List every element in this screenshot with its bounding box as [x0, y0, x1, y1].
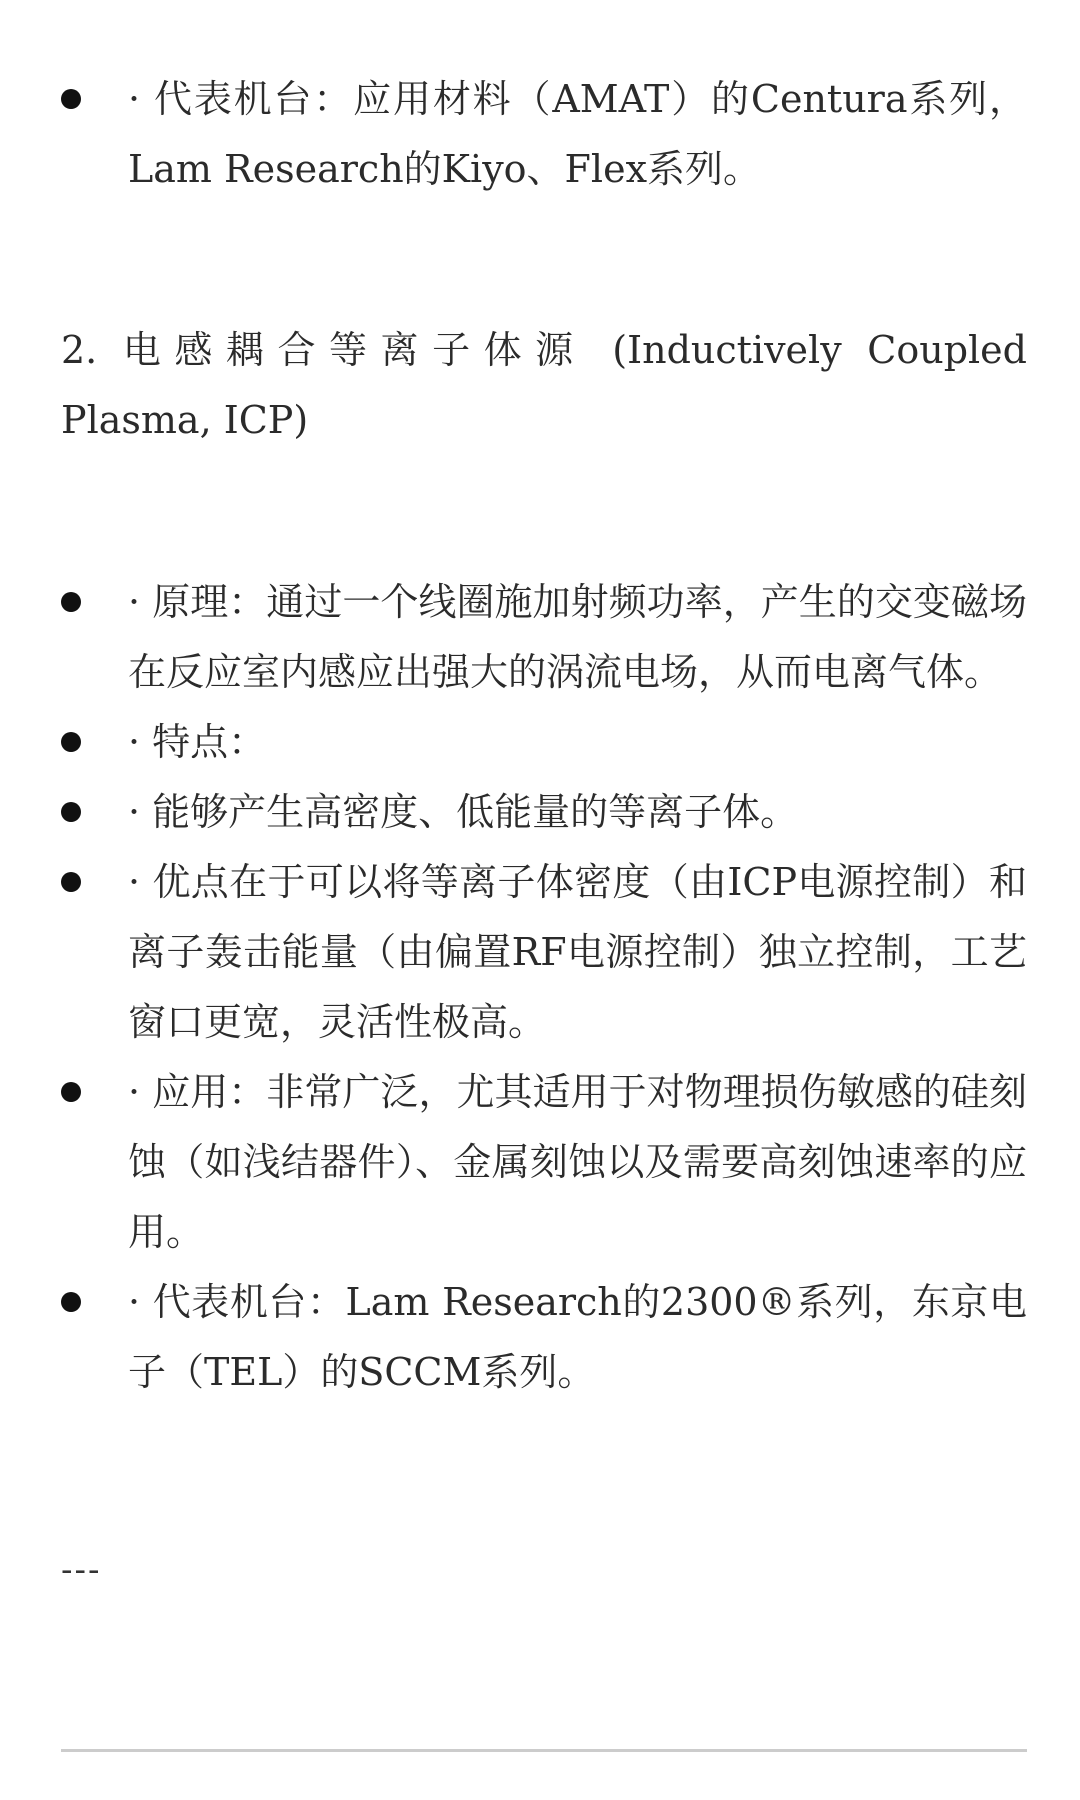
list-item-text: · 优点在于可以将等离子体密度（由ICP电源控制）和离子轰击能量（由偏置RF电源控制）独立控制，工艺窗口更宽，灵活性极高。	[128, 860, 1027, 1044]
bullet-dot-icon	[61, 732, 81, 752]
bullet-dot-icon	[61, 89, 81, 109]
list-item-text: · 代表机台：Lam Research的2300®系列，东京电子（TEL）的SCCM系列。	[128, 1280, 1027, 1394]
list-item-text: · 代表机台：应用材料（AMAT）的Centura系列，Lam Research的Kiyo、Flex系列。	[128, 77, 1027, 191]
list-item-text: · 应用：非常广泛，尤其适用于对物理损伤敏感的硅刻蚀（如浅结器件）、金属刻蚀以及需要高刻蚀速率的应用。	[128, 1070, 1027, 1254]
list-item	[61, 1057, 1027, 1267]
list-item	[61, 777, 1027, 847]
list-item	[61, 707, 1027, 777]
horizontal-divider	[61, 1749, 1027, 1752]
list-item	[61, 567, 1027, 707]
bullet-dot-icon	[61, 592, 81, 612]
bullet-dot-icon	[61, 1082, 81, 1102]
list-item-text: · 特点：	[128, 720, 267, 764]
bullet-dot-icon	[61, 1292, 81, 1312]
bullet-list-1	[61, 64, 1027, 204]
markdown-separator-text: ---	[61, 1550, 102, 1590]
list-item-text: · 能够产生高密度、低能量的等离子体。	[128, 790, 799, 834]
list-item-text: · 原理：通过一个线圈施加射频功率，产生的交变磁场在反应室内感应出强大的涡流电场，从而电离气体。	[128, 580, 1027, 694]
bullet-list-2	[61, 567, 1027, 1407]
list-item	[61, 847, 1027, 1057]
list-item	[61, 1267, 1027, 1407]
article-content	[61, 64, 1027, 1590]
list-item	[61, 64, 1027, 204]
section-heading: 2. 电感耦合等离子体源 (Inductively Coupled Plasma, ICP)	[61, 328, 1027, 442]
bullet-dot-icon	[61, 872, 81, 892]
bullet-dot-icon	[61, 802, 81, 822]
